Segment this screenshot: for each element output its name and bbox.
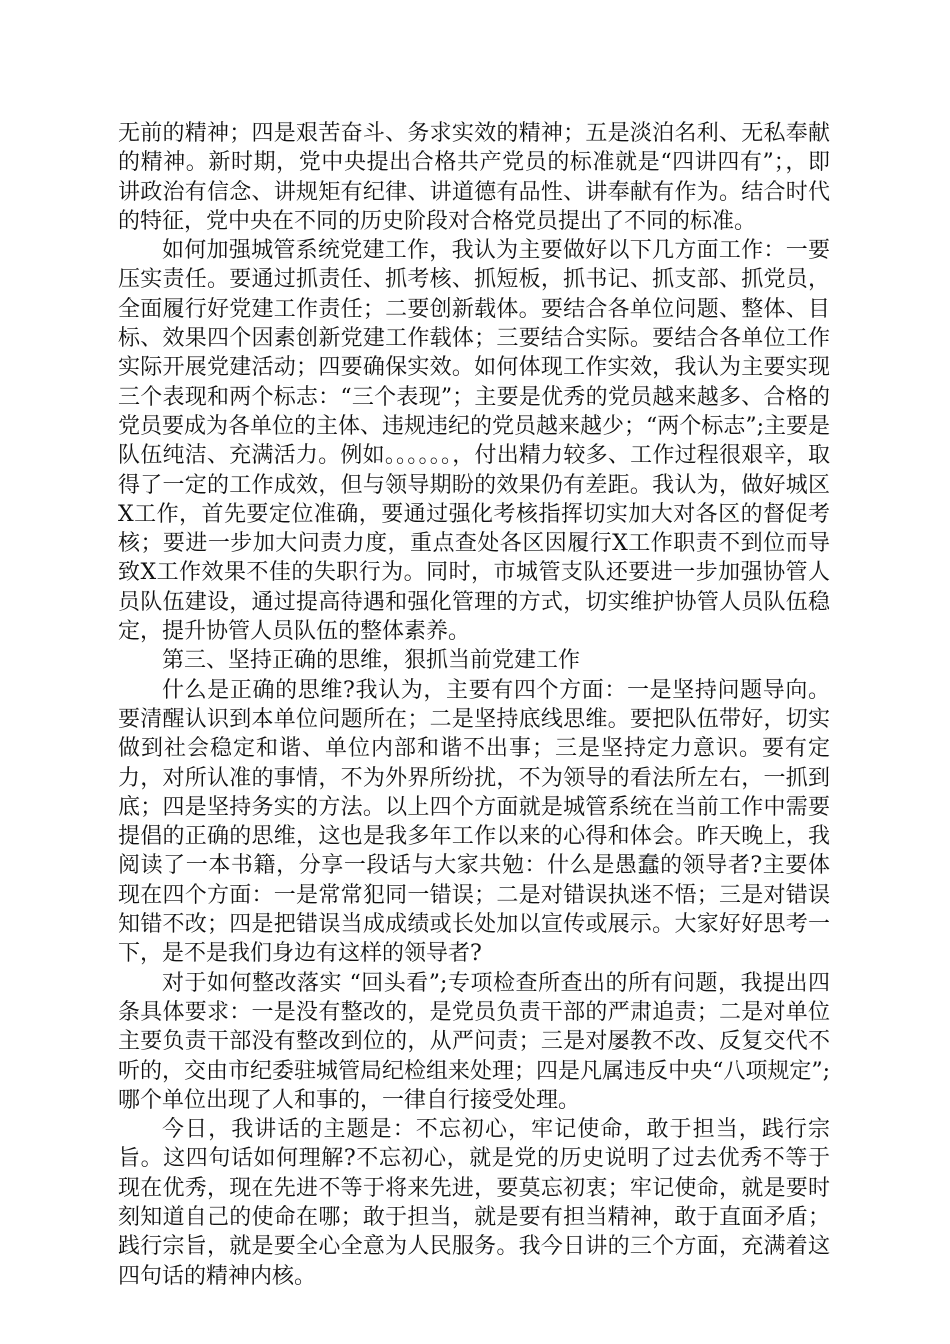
section-heading-third: 第三、坚持正确的思维，狠抓当前党建工作 — [162, 648, 581, 674]
document-body — [118, 119, 830, 1291]
paragraph-party-building-work: 如何加强城管系统党建工作，我认为主要做好以下几方面工作：一要压实责任。要通过抓责任、抓考核、抓短板，抓书记、抓支部、抓党员，全面履行好党建工作责任；二要创新载体。要结合各单位问题、整体、目标、效果四个因素创新党建工作载体；三要结合实际。要结合各单位工作实际开展党建活动；四要确保实效。如何体现工作实效，我认为主要实现三个表现和两个标志：“三个表现”；主要是优秀的党员越来越多、合格的党员要成为各单位的主体、违规违纪的党员越来越少；“两个标志”;主要是队伍纯洁、充满活力。例如。。。。。。，付出精力较多、工作过程很艰辛，取得了一定的工作成效，但与领导期盼的效果仍有差距。我认为，做好城区X工作，首先要定位准确，要通过强化考核指挥切实加大对各区的督促考核；要进一步加大问责力度，重点查处各区因履行X工作职责不到位而导致X工作效果不佳的失职行为。同时，市城管支队还要进一步加强协管人员队伍建设，通过提高待遇和强化管理的方式，切实维护协管人员队伍稳定，提升协管人员队伍的整体素养。 — [118, 238, 830, 645]
paragraph-correct-thinking: 什么是正确的思维?我认为，主要有四个方面：一是坚持问题导向。要清醒认识到本单位问题所在；二是坚持底线思维。要把队伍带好，切实做到社会稳定和谐、单位内部和谐不出事；三是坚持定力意识。要有定力，对所认准的事情，不为外界所纷扰，不为领导的看法所左右，一抓到底；四是坚持务实的方法。以上四个方面就是城管系统在当前工作中需要提倡的正确的思维，这也是我多年工作以来的心得和体会。昨天晚上，我阅读了一本书籍，分享一段话与大家共勉：什么是愚蠢的领导者?主要体现在四个方面：一是常常犯同一错误；二是对错误执迷不悟；三是对错误知错不改；四是把错误当成成绩或长处加以宣传或展示。大家好好思考一下，是不是我们身边有这样的领导者? — [118, 677, 830, 967]
paragraph-speech-theme: 今日，我讲话的主题是：不忘初心，牢记使命，敢于担当，践行宗旨。这四句话如何理解?不忘初心，就是党的历史说明了过去优秀不等于现在优秀，现在先进不等于将来先进，要莫忘初衷；牢记使命，就是要时刻知道自己的使命在哪；敢于担当，就是要有担当精神，敢于直面矛盾；践行宗旨，就是要全心全意为人民服务。我今日讲的三个方面，充满着这四句话的精神内核。 — [118, 1117, 830, 1289]
paragraph-continuation: 无前的精神；四是艰苦奋斗、务求实效的精神；五是淡泊名利、无私奉献的精神。新时期，党中央提出合格共产党员的标准就是“四讲四有”；，即讲政治有信念、讲规矩有纪律、讲道德有品性、讲奉献有作为。结合时代的特征，党中央在不同的历史阶段对合格党员提出了不同的标准。 — [118, 121, 830, 234]
paragraph-rectification-requirements: 对于如何整改落实 “回头看”;专项检查所查出的所有问题，我提出四条具体要求：一是没有整改的，是党员负责干部的严肃追责；二是对单位主要负责干部没有整改到位的，从严问责；三是对屡教不改、反复交代不听的，交由市纪委驻城管局纪检组来处理；四是凡属违反中央“八项规定”;哪个单位出现了人和事的，一律自行接受处理。 — [118, 970, 830, 1113]
